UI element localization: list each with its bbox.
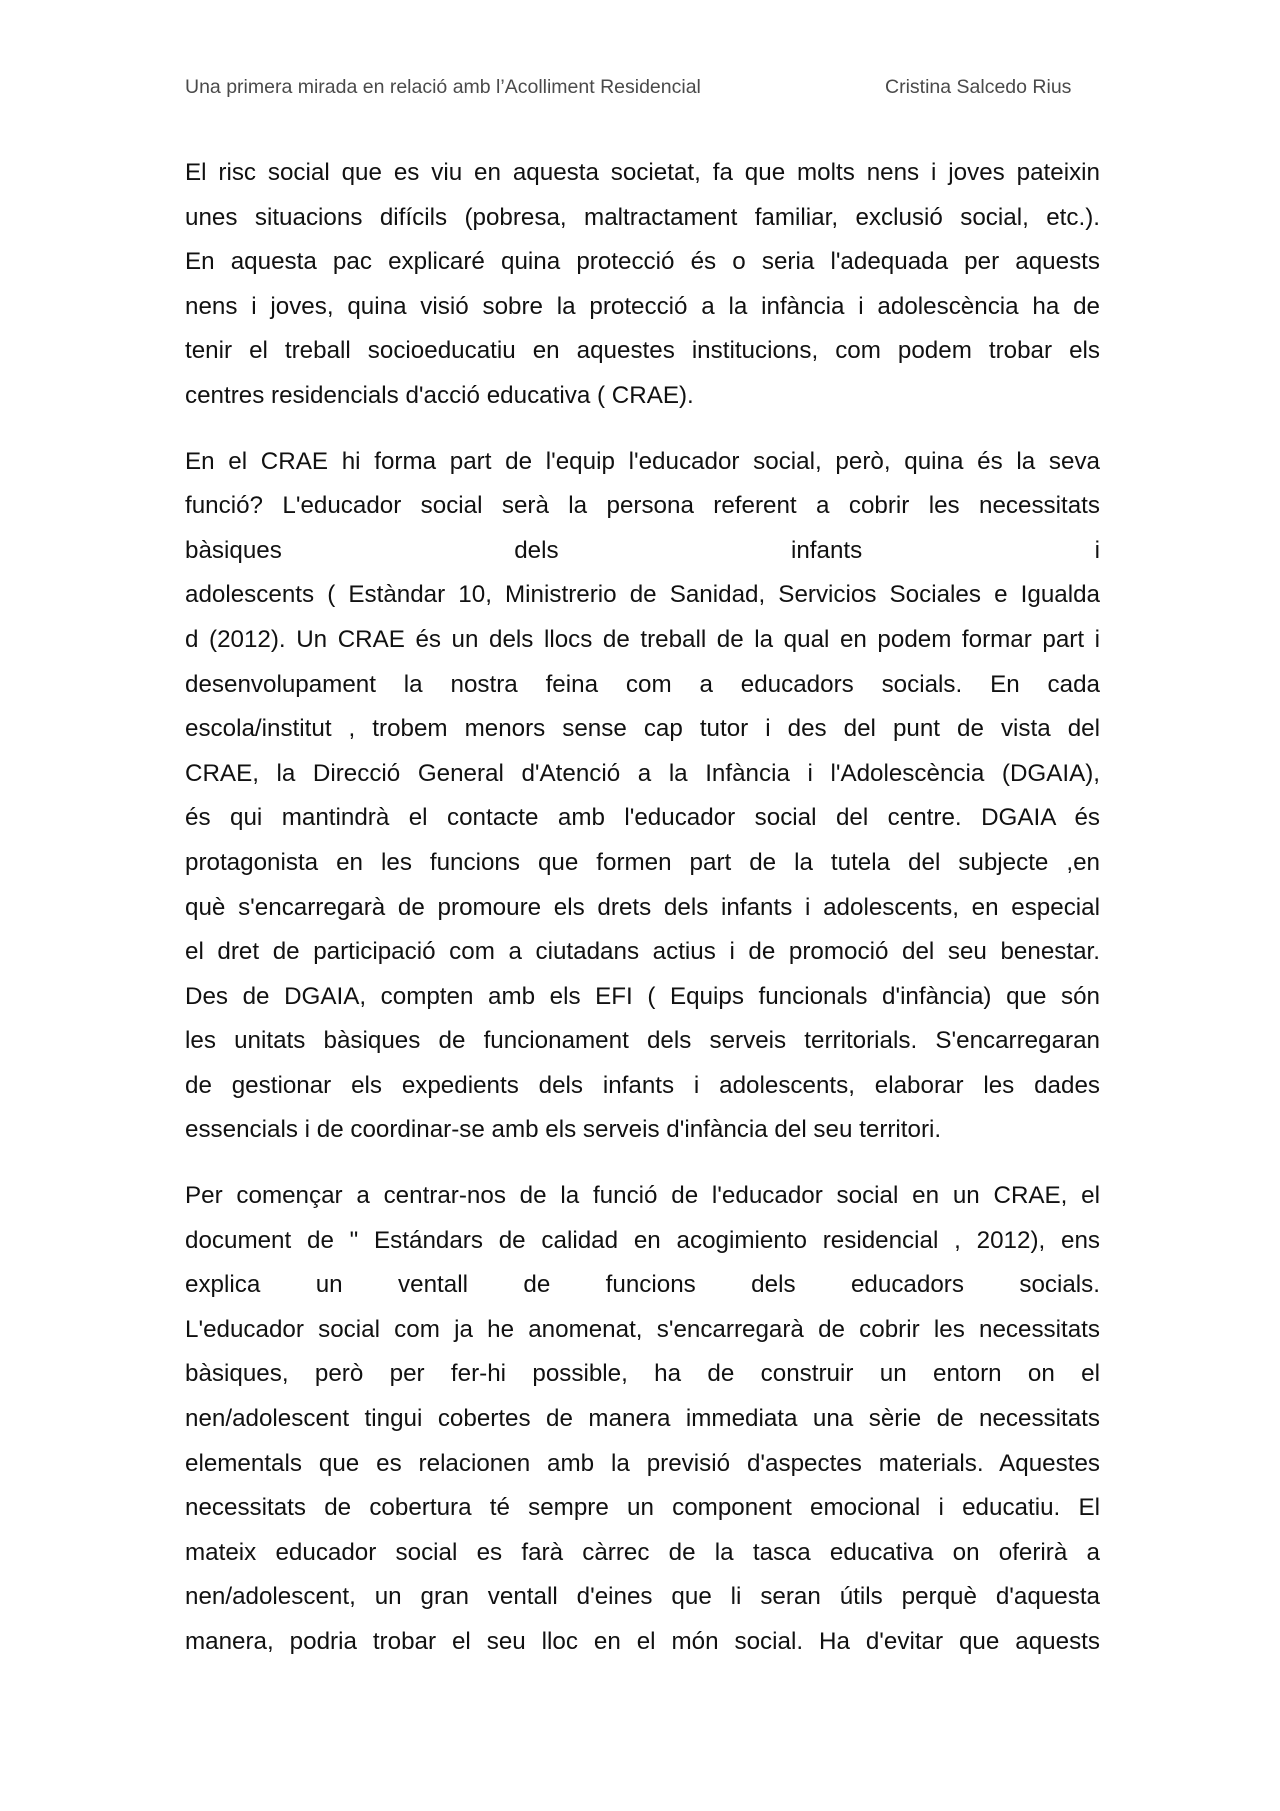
document-body [185,151,1100,1686]
text-line: d (2012). Un CRAE és un dels llocs de treball de la qual en podem formar part i [185,625,1100,653]
paragraph-3 [185,1174,1100,1665]
paragraph-1 [185,151,1100,419]
text-line: escola/institut , trobem menors sense cap tutor i des del punt de vista del [185,715,1100,743]
page-header [185,76,1095,104]
text-line: bàsiques, però per fer-hi possible, ha de construir un entorn on el [185,1360,1100,1388]
text-line: de gestionar els expedients dels infants i adolescents, elaborar les dades [185,1071,1100,1099]
text-line: és qui mantindrà el contacte amb l'educador social del centre. DGAIA és [185,804,1100,832]
text-line: funció? L'educador social serà la persona referent a cobrir les necessitats [185,492,1100,520]
text-line: CRAE, la Direcció General d'Atenció a la Infància i l'Adolescència (DGAIA), [185,759,1100,787]
header-title: Una primera mirada en relació amb l’Acolliment Residencial [185,76,701,98]
paragraph-2 [185,440,1100,1154]
text-line: adolescents ( Estàndar 10, Ministrerio de Sanidad, Servicios Sociales e Igualda [185,581,1100,609]
text-line: Des de DGAIA, compten amb els EFI ( Equips funcionals d'infància) que són [185,982,1100,1010]
text-line: centres residencials d'acció educativa ( CRAE). [185,381,694,409]
text-line: essencials i de coordinar-se amb els serveis d'infància del seu territori. [185,1116,942,1144]
text-line: les unitats bàsiques de funcionament dels serveis territorials. S'encarregaran [185,1027,1100,1055]
text-line: protagonista en les funcions que formen part de la tutela del subjecte ,en [185,848,1100,876]
text-line: elementals que es relacionen amb la previsió d'aspectes materials. Aquestes [185,1449,1100,1477]
text-line: nen/adolescent tingui cobertes de manera immediata una sèrie de necessitats [185,1405,1100,1433]
text-line: nen/adolescent, un gran ventall d'eines que li seran útils perquè d'aquesta [185,1583,1100,1611]
text-line: desenvolupament la nostra feina com a educadors socials. En cada [185,670,1100,698]
text-line: explica un ventall de funcions dels educadors socials. [185,1271,1100,1299]
text-line: En el CRAE hi forma part de l'equip l'educador social, però, quina és la seva [185,447,1100,475]
text-line: tenir el treball socioeducatiu en aquestes institucions, com podem trobar els [185,337,1100,365]
text-line: mateix educador social es farà càrrec de la tasca educativa on oferirà a [185,1538,1100,1566]
text-line: necessitats de cobertura té sempre un component emocional i educatiu. El [185,1494,1100,1522]
text-line: En aquesta pac explicaré quina protecció és o seria l'adequada per aquests [185,248,1100,276]
text-line: unes situacions difícils (pobresa, maltractament familiar, exclusió social, etc.). [185,203,1100,231]
text-line: document de " Estándars de calidad en acogimiento residencial , 2012), ens [185,1226,1100,1254]
text-line: manera, podria trobar el seu lloc en el món social. Ha d'evitar que aquests [185,1628,1100,1655]
text-line: El risc social que es viu en aquesta societat, fa que molts nens i joves pateixin [185,159,1100,186]
text-line: què s'encarregarà de promoure els drets dels infants i adolescents, en especial [185,893,1100,921]
text-line: L'educador social com ja he anomenat, s'encarregarà de cobrir les necessitats [185,1315,1100,1343]
header-author: Cristina Salcedo Rius [885,76,1072,98]
text-line: bàsiques dels infants i [185,536,1100,564]
text-line: Per començar a centrar-nos de la funció de l'educador social en un CRAE, el [185,1182,1100,1210]
text-line: el dret de participació com a ciutadans actius i de promoció del seu benestar. [185,938,1100,966]
text-line: nens i joves, quina visió sobre la protecció a la infància i adolescència ha de [185,292,1100,320]
